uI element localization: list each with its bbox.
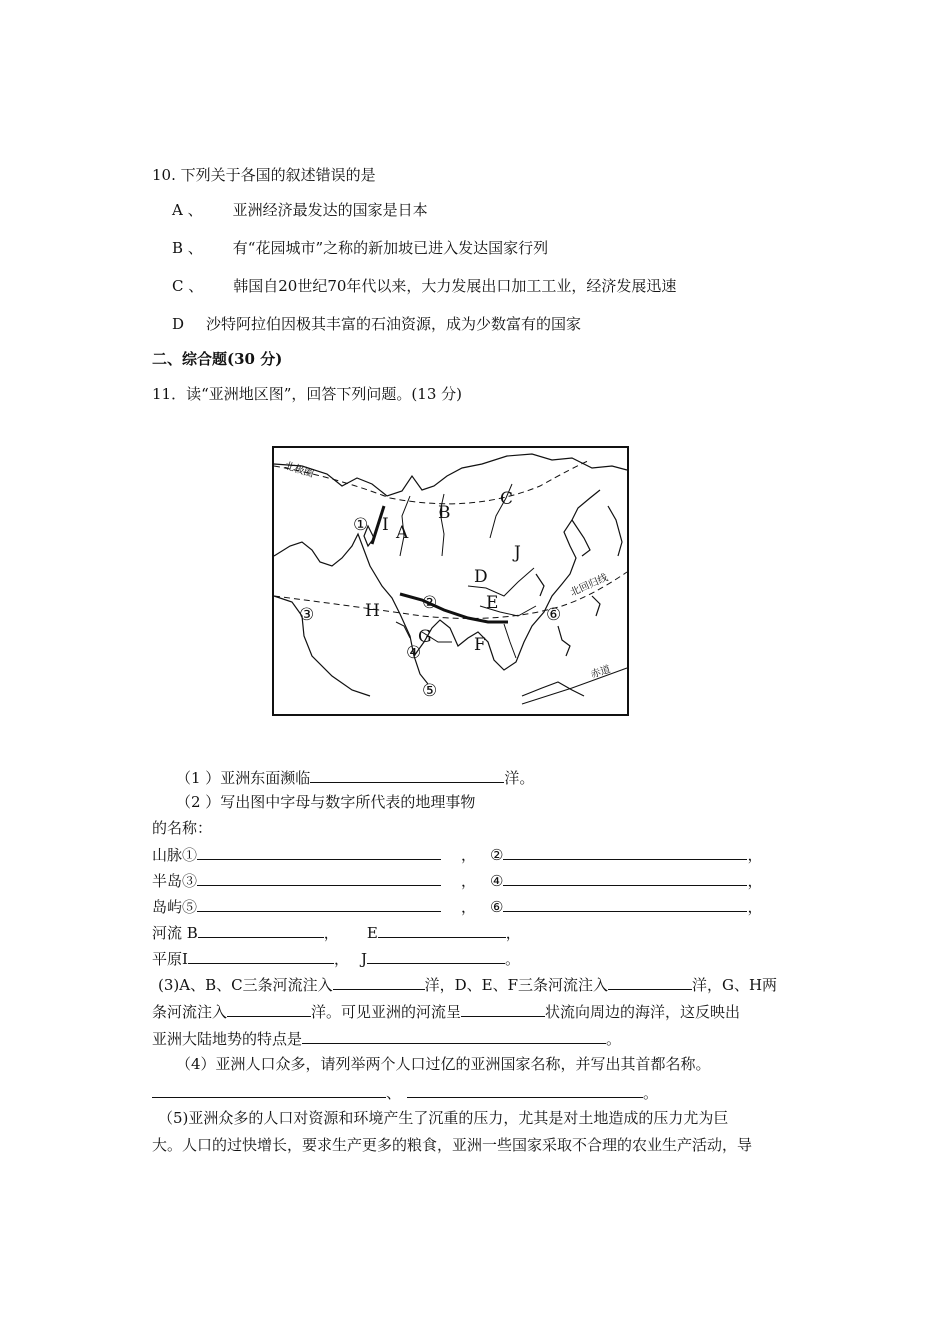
part3-text: 洋，G、H两: [691, 976, 778, 994]
river-row: [152, 922, 521, 943]
answer-blank[interactable]: [367, 948, 505, 964]
map-label-e: E: [486, 593, 499, 613]
q11-part2-line2: 的名称：: [152, 819, 213, 837]
map-label-d: D: [474, 567, 488, 587]
q10-option-d: [172, 314, 581, 334]
q11-part3-line1: [158, 974, 777, 995]
q10-option-b: [172, 238, 548, 258]
tropic-label: 北回归线: [568, 572, 610, 599]
row-sep: ，: [333, 950, 349, 968]
row-label: 岛屿⑤: [152, 898, 198, 916]
part3-text: 洋，D、E、F三条河流注入: [424, 976, 608, 994]
option-letter: B 、: [172, 239, 203, 257]
answer-blank[interactable]: [197, 896, 441, 912]
map-label-b: B: [438, 503, 451, 523]
map-label-f: F: [474, 635, 486, 655]
part3-text: 状流向周边的海洋，这反映出: [545, 1003, 741, 1021]
answer-blank[interactable]: [407, 1082, 643, 1098]
part3-text: 洋。可见亚洲的河流呈: [311, 1003, 462, 1021]
map-label-5: ⑤: [422, 681, 438, 701]
part1-prefix: （1 ）亚洲东面濒临: [176, 769, 311, 787]
answer-blank[interactable]: [198, 922, 324, 938]
map-frame: [273, 447, 628, 715]
option-text: 亚洲经济最发达的国家是日本: [232, 201, 428, 219]
row-label: 半岛③: [152, 872, 198, 890]
answer-blank[interactable]: [197, 844, 441, 860]
q11-part4-answers: [152, 1082, 658, 1103]
part4-end: 。: [643, 1084, 659, 1102]
map-label-2: ②: [422, 593, 438, 613]
q11-part3-line2: [152, 1001, 740, 1022]
answer-blank[interactable]: [227, 1001, 311, 1017]
answer-blank[interactable]: [608, 974, 692, 990]
option-letter: A 、: [172, 201, 203, 219]
row-label2: ②: [490, 846, 504, 864]
map-label-g: G: [418, 627, 432, 647]
option-letter: D: [172, 315, 185, 333]
option-letter: C 、: [172, 277, 204, 295]
part3-text: 条河流注入: [152, 1003, 228, 1021]
row-label: 山脉①: [152, 846, 198, 864]
q11-part1: [176, 767, 534, 788]
answer-blank[interactable]: [152, 1082, 386, 1098]
answer-blank[interactable]: [188, 948, 334, 964]
answer-blank[interactable]: [461, 1001, 545, 1017]
map-label-6: ⑥: [546, 605, 562, 625]
map-label-3: ③: [299, 605, 315, 625]
row-label: 河流 B: [152, 924, 198, 942]
row-label2: ⑥: [490, 898, 504, 916]
peninsula-row: [152, 870, 763, 891]
row-end: ，: [505, 924, 521, 942]
arctic-circle-label: 北极圈: [283, 460, 316, 481]
mountain-row: [152, 844, 763, 865]
q10-stem: 10. 下列关于各国的叙述错误的是: [152, 166, 376, 184]
island-row: [152, 896, 763, 917]
row-label2: ④: [490, 872, 504, 890]
part3-text: (3)A、B、C三条河流注入: [158, 976, 333, 994]
row-sep: ，: [323, 924, 339, 942]
q10-option-a: [172, 200, 428, 220]
row-end: ，: [747, 898, 763, 916]
answer-blank[interactable]: [302, 1028, 606, 1044]
option-text: 有“花园城市”之称的新加坡已进入发达国家行列: [232, 239, 549, 257]
part3-text: 。: [606, 1030, 622, 1048]
row-sep: ，: [461, 846, 477, 864]
q11-stem: 11．读“亚洲地区图”，回答下列问题。(13 分): [152, 385, 462, 403]
q11-part4: （4）亚洲人口众多，请列举两个人口过亿的亚洲国家名称，并写出其首都名称。: [176, 1055, 711, 1073]
map-label-1: ①: [353, 515, 369, 535]
section-title: 二、综合题(30 分): [152, 350, 283, 368]
map-label-h: H: [365, 601, 380, 621]
row-label2: J: [360, 950, 367, 968]
answer-blank[interactable]: [197, 870, 441, 886]
row-label2: E: [366, 924, 378, 942]
plain-row: [152, 948, 520, 969]
q11-part5-line1: （5)亚洲众多的人口对资源和环境产生了沉重的压力，尤其是对土地造成的压力尤为巨: [158, 1109, 729, 1127]
answer-blank[interactable]: [378, 922, 506, 938]
answer-blank[interactable]: [503, 896, 747, 912]
q10-option-c: [172, 276, 676, 296]
part1-suffix: 洋。: [504, 769, 535, 787]
row-sep: ，: [461, 872, 477, 890]
equator-label: 赤道: [589, 664, 612, 681]
row-end: ，: [747, 872, 763, 890]
option-text: 沙特阿拉伯因极其丰富的石油资源，成为少数富有的国家: [206, 315, 582, 333]
q11-part3-line3: [152, 1028, 621, 1049]
q11-part2-line1: （2 ）写出图中字母与数字所代表的地理事物: [176, 793, 476, 811]
part4-sep: 、: [386, 1084, 402, 1102]
q11-part5-line2: 大。人口的过快增长，要求生产更多的粮食，亚洲一些国家采取不合理的农业生产活动，导: [152, 1136, 753, 1154]
map-label-a: A: [396, 523, 409, 543]
row-sep: ，: [461, 898, 477, 916]
row-end: 。: [504, 950, 520, 968]
answer-blank[interactable]: [333, 974, 425, 990]
row-label: 平原I: [152, 950, 188, 968]
map-label-c: C: [500, 489, 514, 509]
answer-blank[interactable]: [503, 870, 747, 886]
map-label-j: J: [514, 543, 521, 563]
answer-blank[interactable]: [310, 767, 504, 783]
map-label-4: ④: [406, 643, 422, 663]
answer-blank[interactable]: [503, 844, 747, 860]
asia-map: [272, 446, 629, 716]
option-text: 韩国自20世纪70年代以来，大力发展出口加工工业，经济发展迅速: [233, 277, 677, 295]
part3-text: 亚洲大陆地势的特点是: [152, 1030, 303, 1048]
map-label-i: I: [382, 515, 389, 535]
row-end: ，: [747, 846, 763, 864]
